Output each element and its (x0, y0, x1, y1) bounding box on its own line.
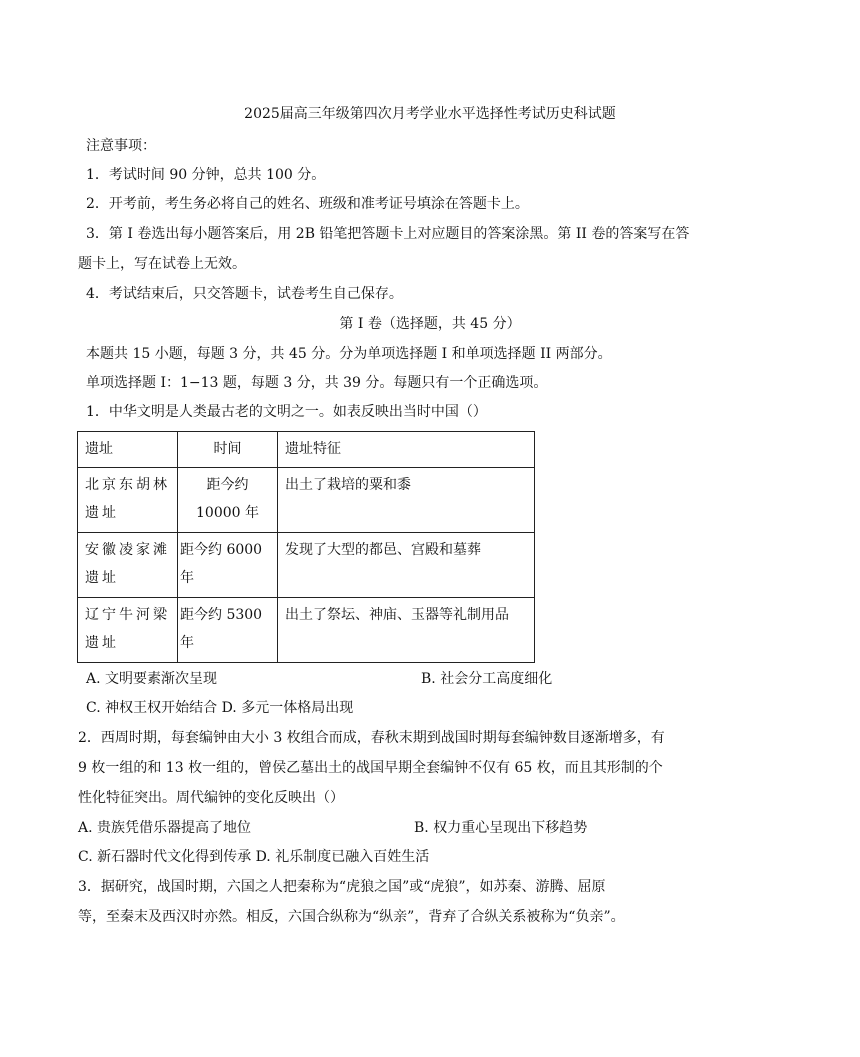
question-2-stem-line: 2．西周时期，每套编钟由大小 3 枚组合而成，春秋末期到战国时期每套编钟数目逐渐增多，有 (78, 730, 665, 746)
table-row (78, 598, 535, 663)
table-header-row (78, 432, 535, 468)
table-cell-feature: 发现了大型的都邑、宫殿和墓葬 (278, 533, 535, 598)
sites-table (77, 431, 535, 663)
section-part1: 单项选择题 I：1−13 题，每题 3 分，共 39 分。每题只有一个正确选项。 (86, 375, 548, 391)
table-cell-site: 辽宁牛河梁遗址 (78, 598, 178, 663)
table-cell-site: 安徽凌家滩遗址 (78, 533, 178, 598)
section-heading: 第 I 卷（选择题，共 45 分） (339, 316, 521, 332)
question-2-stem-line: 性化特征突出。周代编钟的变化反映出（） (78, 790, 344, 806)
table-cell-feature: 出土了栽培的粟和黍 (278, 468, 535, 533)
notice-item: 2．开考前，考生务必将自己的姓名、班级和准考证号填涂在答题卡上。 (86, 196, 529, 212)
notice-item: 1．考试时间 90 分钟，总共 100 分。 (86, 167, 326, 183)
table-cell-time: 距今约 5300 年 (178, 598, 278, 663)
table-header-cell: 时间 (178, 432, 278, 468)
table-cell-time: 距今约 10000 年 (178, 468, 278, 533)
section-intro: 本题共 15 小题，每题 3 分，共 45 分。分为单项选择题 I 和单项选择题 II 两部分。 (86, 346, 612, 362)
question-3-stem-line: 等，至秦末及西汉时亦然。相反，六国合纵称为“纵亲”，背弃了合纵关系被称为“负亲”。 (78, 909, 625, 925)
question-2-option-b: B. 权力重心呈现出下移趋势 (414, 820, 588, 836)
table-header-cell: 遗址 (78, 432, 178, 468)
question-2-option-a: A. 贵族凭借乐器提高了地位 (78, 820, 252, 836)
question-2-stem-line: 9 枚一组的和 13 枚一组的，曾侯乙墓出土的战国早期全套编钟不仅有 65 枚，而且其形制的个 (78, 760, 663, 776)
table-header-cell: 遗址特征 (278, 432, 535, 468)
question-2-options-cd: C. 新石器时代文化得到传承 D. 礼乐制度已融入百姓生活 (78, 849, 430, 865)
notice-heading: 注意事项： (86, 138, 156, 154)
table-cell-time: 距今约 6000 年 (178, 533, 278, 598)
notice-item: 3．第 I 卷选出每小题答案后，用 2B 铅笔把答题卡上对应题目的答案涂黑。第 II 卷的答案写在答 (86, 226, 690, 242)
table-row (78, 533, 535, 598)
notice-item: 4．考试结束后，只交答题卡，试卷考生自己保存。 (86, 286, 403, 302)
question-1-options-cd: C. 神权王权开始结合 D. 多元一体格局出现 (86, 700, 354, 716)
question-1-option-a: A. 文明要素渐次呈现 (86, 671, 218, 687)
question-3-stem-line: 3．据研究，战国时期，六国之人把秦称为“虎狼之国”或“虎狼”，如苏秦、游腾、屈原 (78, 879, 606, 895)
exam-title: 2025届高三年级第四次月考学业水平选择性考试历史科试题 (244, 106, 616, 122)
table-cell-feature: 出土了祭坛、神庙、玉器等礼制用品 (278, 598, 535, 663)
table-row (78, 468, 535, 533)
table-cell-site: 北京东胡林遗址 (78, 468, 178, 533)
question-1-stem: 1．中华文明是人类最古老的文明之一。如表反映出当时中国（） (86, 404, 487, 420)
notice-item-continued: 题卡上，写在试卷上无效。 (78, 256, 246, 272)
question-1-option-b: B. 社会分工高度细化 (421, 671, 553, 687)
